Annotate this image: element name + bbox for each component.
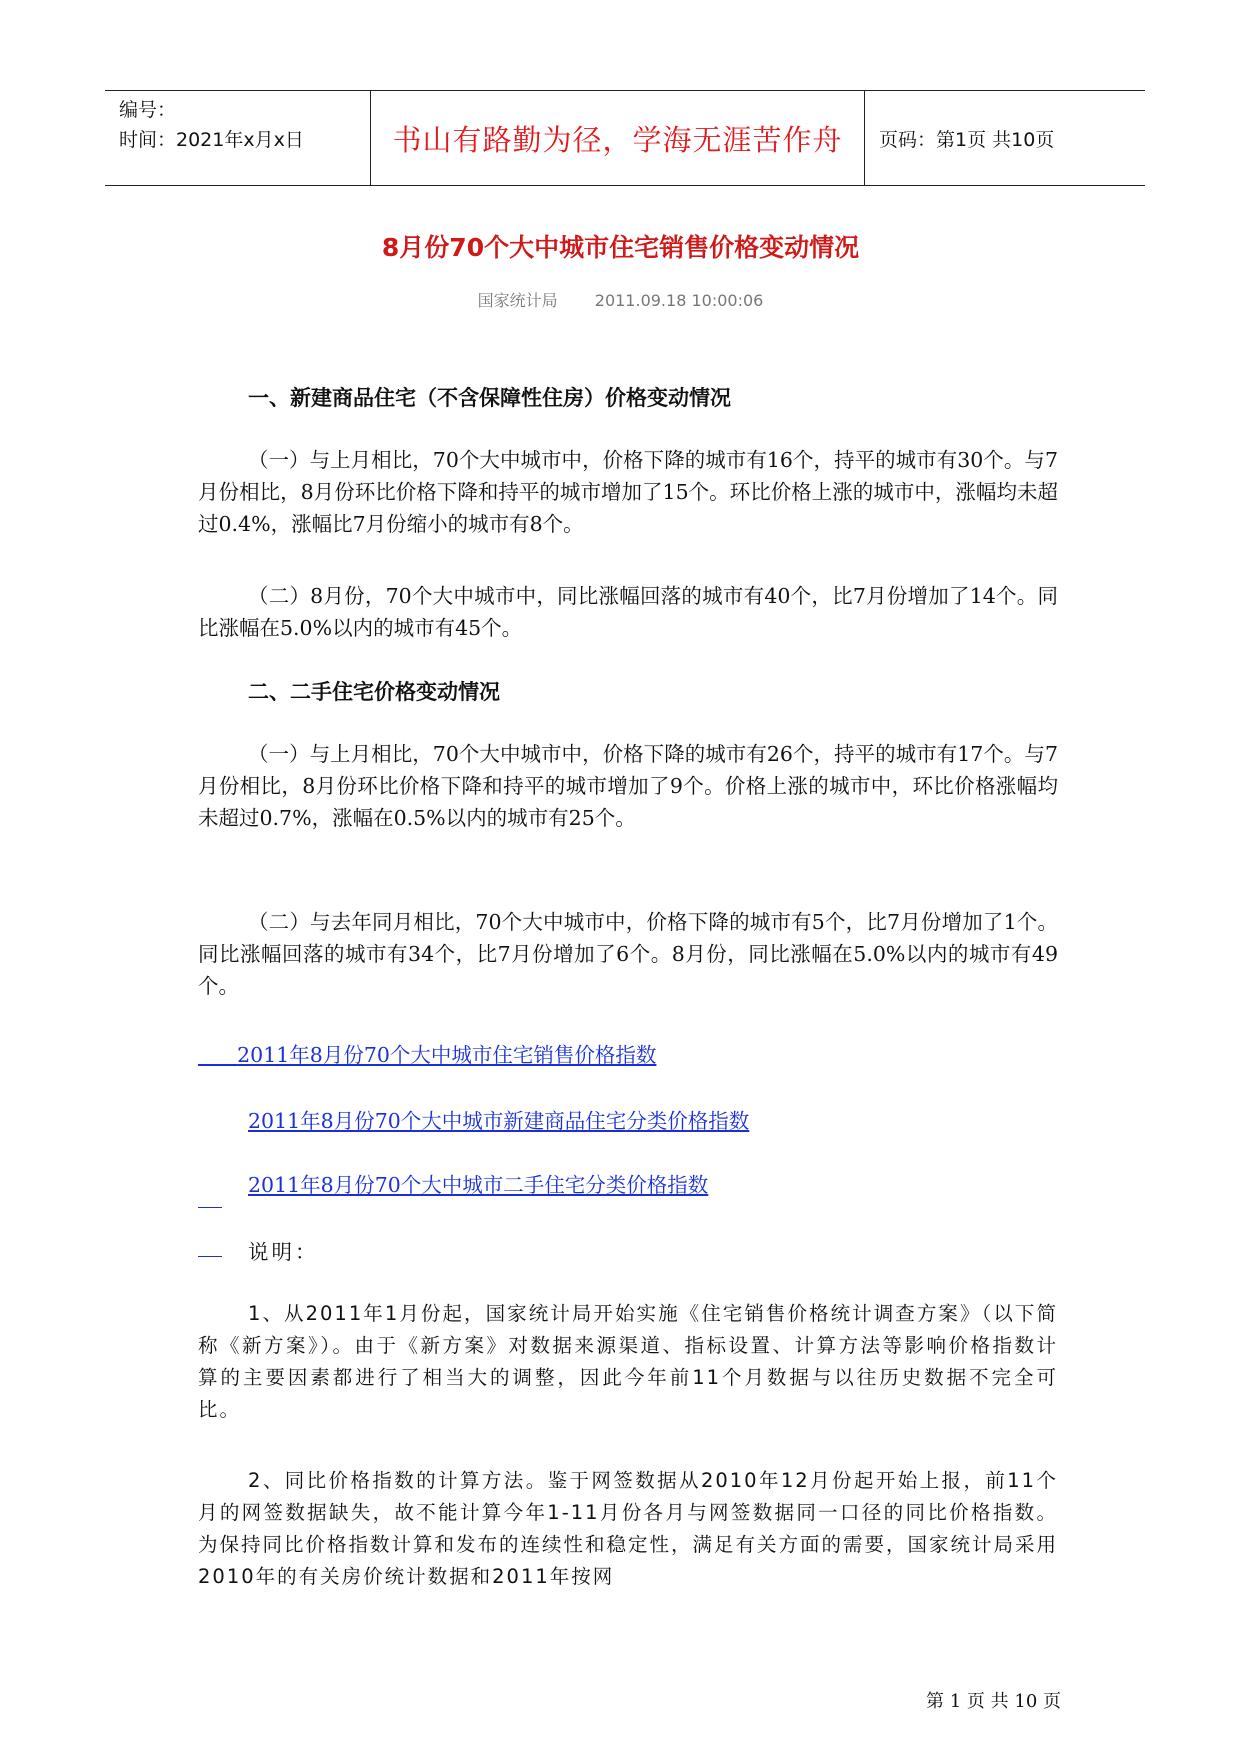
page-footer: 第 1 页 共 10 页 xyxy=(926,1691,1061,1712)
note-2: 2、同比价格指数的计算方法。鉴于网签数据从2010年12月份起开始上报，前11个月的网签数据缺失，故不能计算今年1-11月份各月与网签数据同一口径的同比价格指数。为保持同比价格指数计算和发布的连续性和稳定性，满足有关方面的需要，国家统计局采用2010年的有关房价统计数据和2011年按网 xyxy=(198,1469,1059,1588)
blank-link-underline[interactable] xyxy=(198,1207,222,1208)
note-1: 1、从2011年1月份起，国家统计局开始实施《住宅销售价格统计调查方案》（以下简称《新方案》）。由于《新方案》对数据来源渠道、指标设置、计算方法等影响价格指数计算的主要因素都进行了相当大的调整，因此今年前11个月数据与以往历史数据不完全可比。 xyxy=(198,1302,1058,1421)
link-new-housing-index[interactable]: 2011年8月份70个大中城市新建商品住宅分类价格指数 xyxy=(248,1109,750,1133)
link-secondhand-housing-index[interactable]: 2011年8月份70个大中城市二手住宅分类价格指数 xyxy=(248,1173,709,1197)
link-housing-price-index[interactable]: 2011年8月份70个大中城市住宅销售价格指数 xyxy=(237,1043,657,1067)
article-source-line xyxy=(0,288,1241,311)
section2-paragraph-1: （一）与上月相比，70个大中城市中，价格下降的城市有26个，持平的城市有17个。与7月份相比，8月份环比价格下降和持平的城市增加了9个。价格上涨的城市中，环比价格涨幅均未超过0.7%，涨幅在0.5%以内的城市有25个。 xyxy=(198,742,1058,830)
header-motto: 书山有路勤为径，学海无涯苦作舟 xyxy=(370,91,865,185)
number-label: 编号： xyxy=(119,99,177,121)
article-datetime: 2011.09.18 10:00:06 xyxy=(594,291,764,310)
header-meta xyxy=(105,91,370,185)
document-header xyxy=(105,90,1145,186)
section1-paragraph-1: （一）与上月相比，70个大中城市中，价格下降的城市有16个，持平的城市有30个。与7月份相比，8月份环比价格下降和持平的城市增加了15个。环比价格上涨的城市中，涨幅均未超过0.4%，涨幅比7月份缩小的城市有8个。 xyxy=(198,448,1058,536)
notes-label: 说明： xyxy=(248,1240,319,1264)
section2-heading: 二、二手住宅价格变动情况 xyxy=(248,680,500,704)
header-page-info: 页码：第1页 共10页 xyxy=(879,128,1055,151)
section2-paragraph-2: （二）与去年同月相比，70个大中城市中，价格下降的城市有5个，比7月份增加了1个。同比涨幅回落的城市有34个，比7月份增加了6个。8月份，同比涨幅在5.0%以内的城市有49个。 xyxy=(198,910,1058,998)
article-source: 国家统计局 xyxy=(477,291,558,310)
article-title: 8月份70个大中城市住宅销售价格变动情况 xyxy=(381,233,860,262)
section1-heading: 一、新建商品住宅（不含保障性住房）价格变动情况 xyxy=(248,386,731,410)
blank-link-underline[interactable] xyxy=(198,1256,222,1257)
time-label: 时间：2021年x月x日 xyxy=(119,129,304,151)
section1-paragraph-2: （二）8月份，70个大中城市中，同比涨幅回落的城市有40个，比7月份增加了14个。同比涨幅在5.0%以内的城市有45个。 xyxy=(198,584,1058,640)
